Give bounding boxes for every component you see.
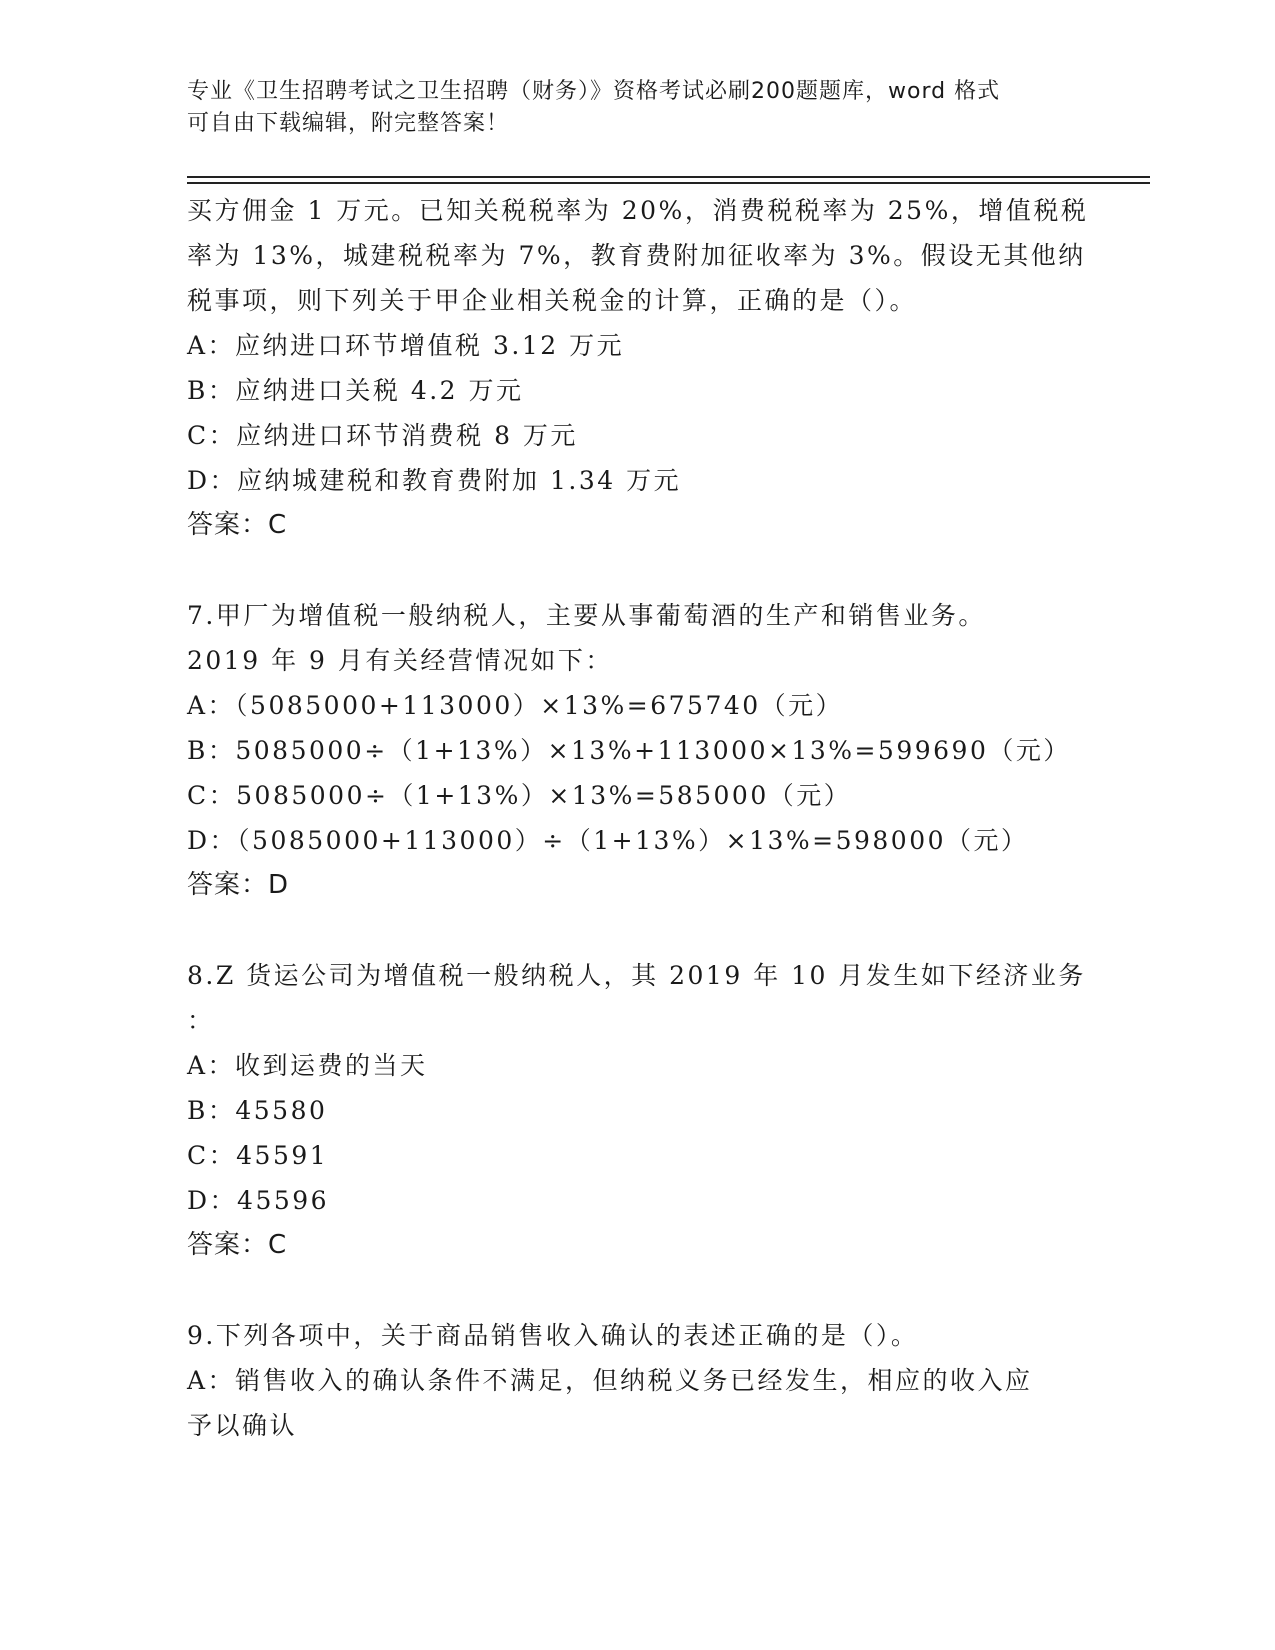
question-9 xyxy=(187,1313,1087,1448)
answer: 答案：C xyxy=(187,510,288,540)
question-stem-line: 率为 13%，城建税税率为 7%，教育费附加征收率为 3%。假设无其他纳 xyxy=(187,241,1086,270)
option-a: A：销售收入的确认条件不满足，但纳税义务已经发生，相应的收入应 xyxy=(187,1366,1033,1395)
header-title-line-1: 专业《卫生招聘考试之卫生招聘（财务）》资格考试必刷200题题库，word 格式 xyxy=(187,79,1001,104)
question-6 xyxy=(187,188,1087,548)
question-stem-line: 9.下列各项中，关于商品销售收入确认的表述正确的是（）。 xyxy=(187,1321,919,1350)
answer: 答案：C xyxy=(187,1230,288,1260)
option-d: D：45596 xyxy=(187,1186,330,1215)
answer: 答案：D xyxy=(187,870,290,900)
option-a: A：收到运费的当天 xyxy=(187,1051,428,1080)
option-b: B：45580 xyxy=(187,1096,328,1125)
option-c: C：5085000÷（1+13%）×13%=585000（元） xyxy=(187,781,852,810)
option-d: D：（5085000+113000）÷（1+13%）×13%=598000（元） xyxy=(187,826,1029,855)
option-a-continued: 予以确认 xyxy=(187,1411,298,1440)
question-stem-line: 2019 年 9 月有关经营情况如下： xyxy=(187,646,613,675)
question-list xyxy=(187,188,1087,1448)
question-stem-line: 买方佣金 1 万元。已知关税税率为 20%，消费税税率为 25%，增值税税 xyxy=(187,196,1089,225)
question-7 xyxy=(187,593,1087,908)
option-a: A：（5085000+113000）×13%=675740（元） xyxy=(187,691,844,720)
option-b: B：应纳进口关税 4.2 万元 xyxy=(187,376,524,405)
option-c: C：应纳进口环节消费税 8 万元 xyxy=(187,421,578,450)
header-divider-bottom xyxy=(187,182,1150,184)
header-divider-top xyxy=(187,176,1150,178)
question-stem-line: 8.Z 货运公司为增值税一般纳税人，其 2019 年 10 月发生如下经济业务 xyxy=(187,961,1086,990)
header-title-line-2: 可自由下载编辑，附完整答案！ xyxy=(187,111,510,136)
question-spacer xyxy=(187,908,1087,953)
question-stem-line: 7.甲厂为增值税一般纳税人，主要从事葡萄酒的生产和销售业务。 xyxy=(187,601,986,630)
option-a: A：应纳进口环节增值税 3.12 万元 xyxy=(187,331,625,360)
option-b: B：5085000÷（1+13%）×13%+113000×13%=599690（元） xyxy=(187,736,1071,765)
option-c: C：45591 xyxy=(187,1141,329,1170)
option-d: D：应纳城建税和教育费附加 1.34 万元 xyxy=(187,466,682,495)
document-header xyxy=(187,76,1067,140)
question-stem-line: 税事项，则下列关于甲企业相关税金的计算，正确的是（）。 xyxy=(187,286,918,315)
question-8 xyxy=(187,953,1087,1268)
question-spacer xyxy=(187,548,1087,593)
question-stem-line: ： xyxy=(187,1006,215,1035)
question-spacer xyxy=(187,1268,1087,1313)
